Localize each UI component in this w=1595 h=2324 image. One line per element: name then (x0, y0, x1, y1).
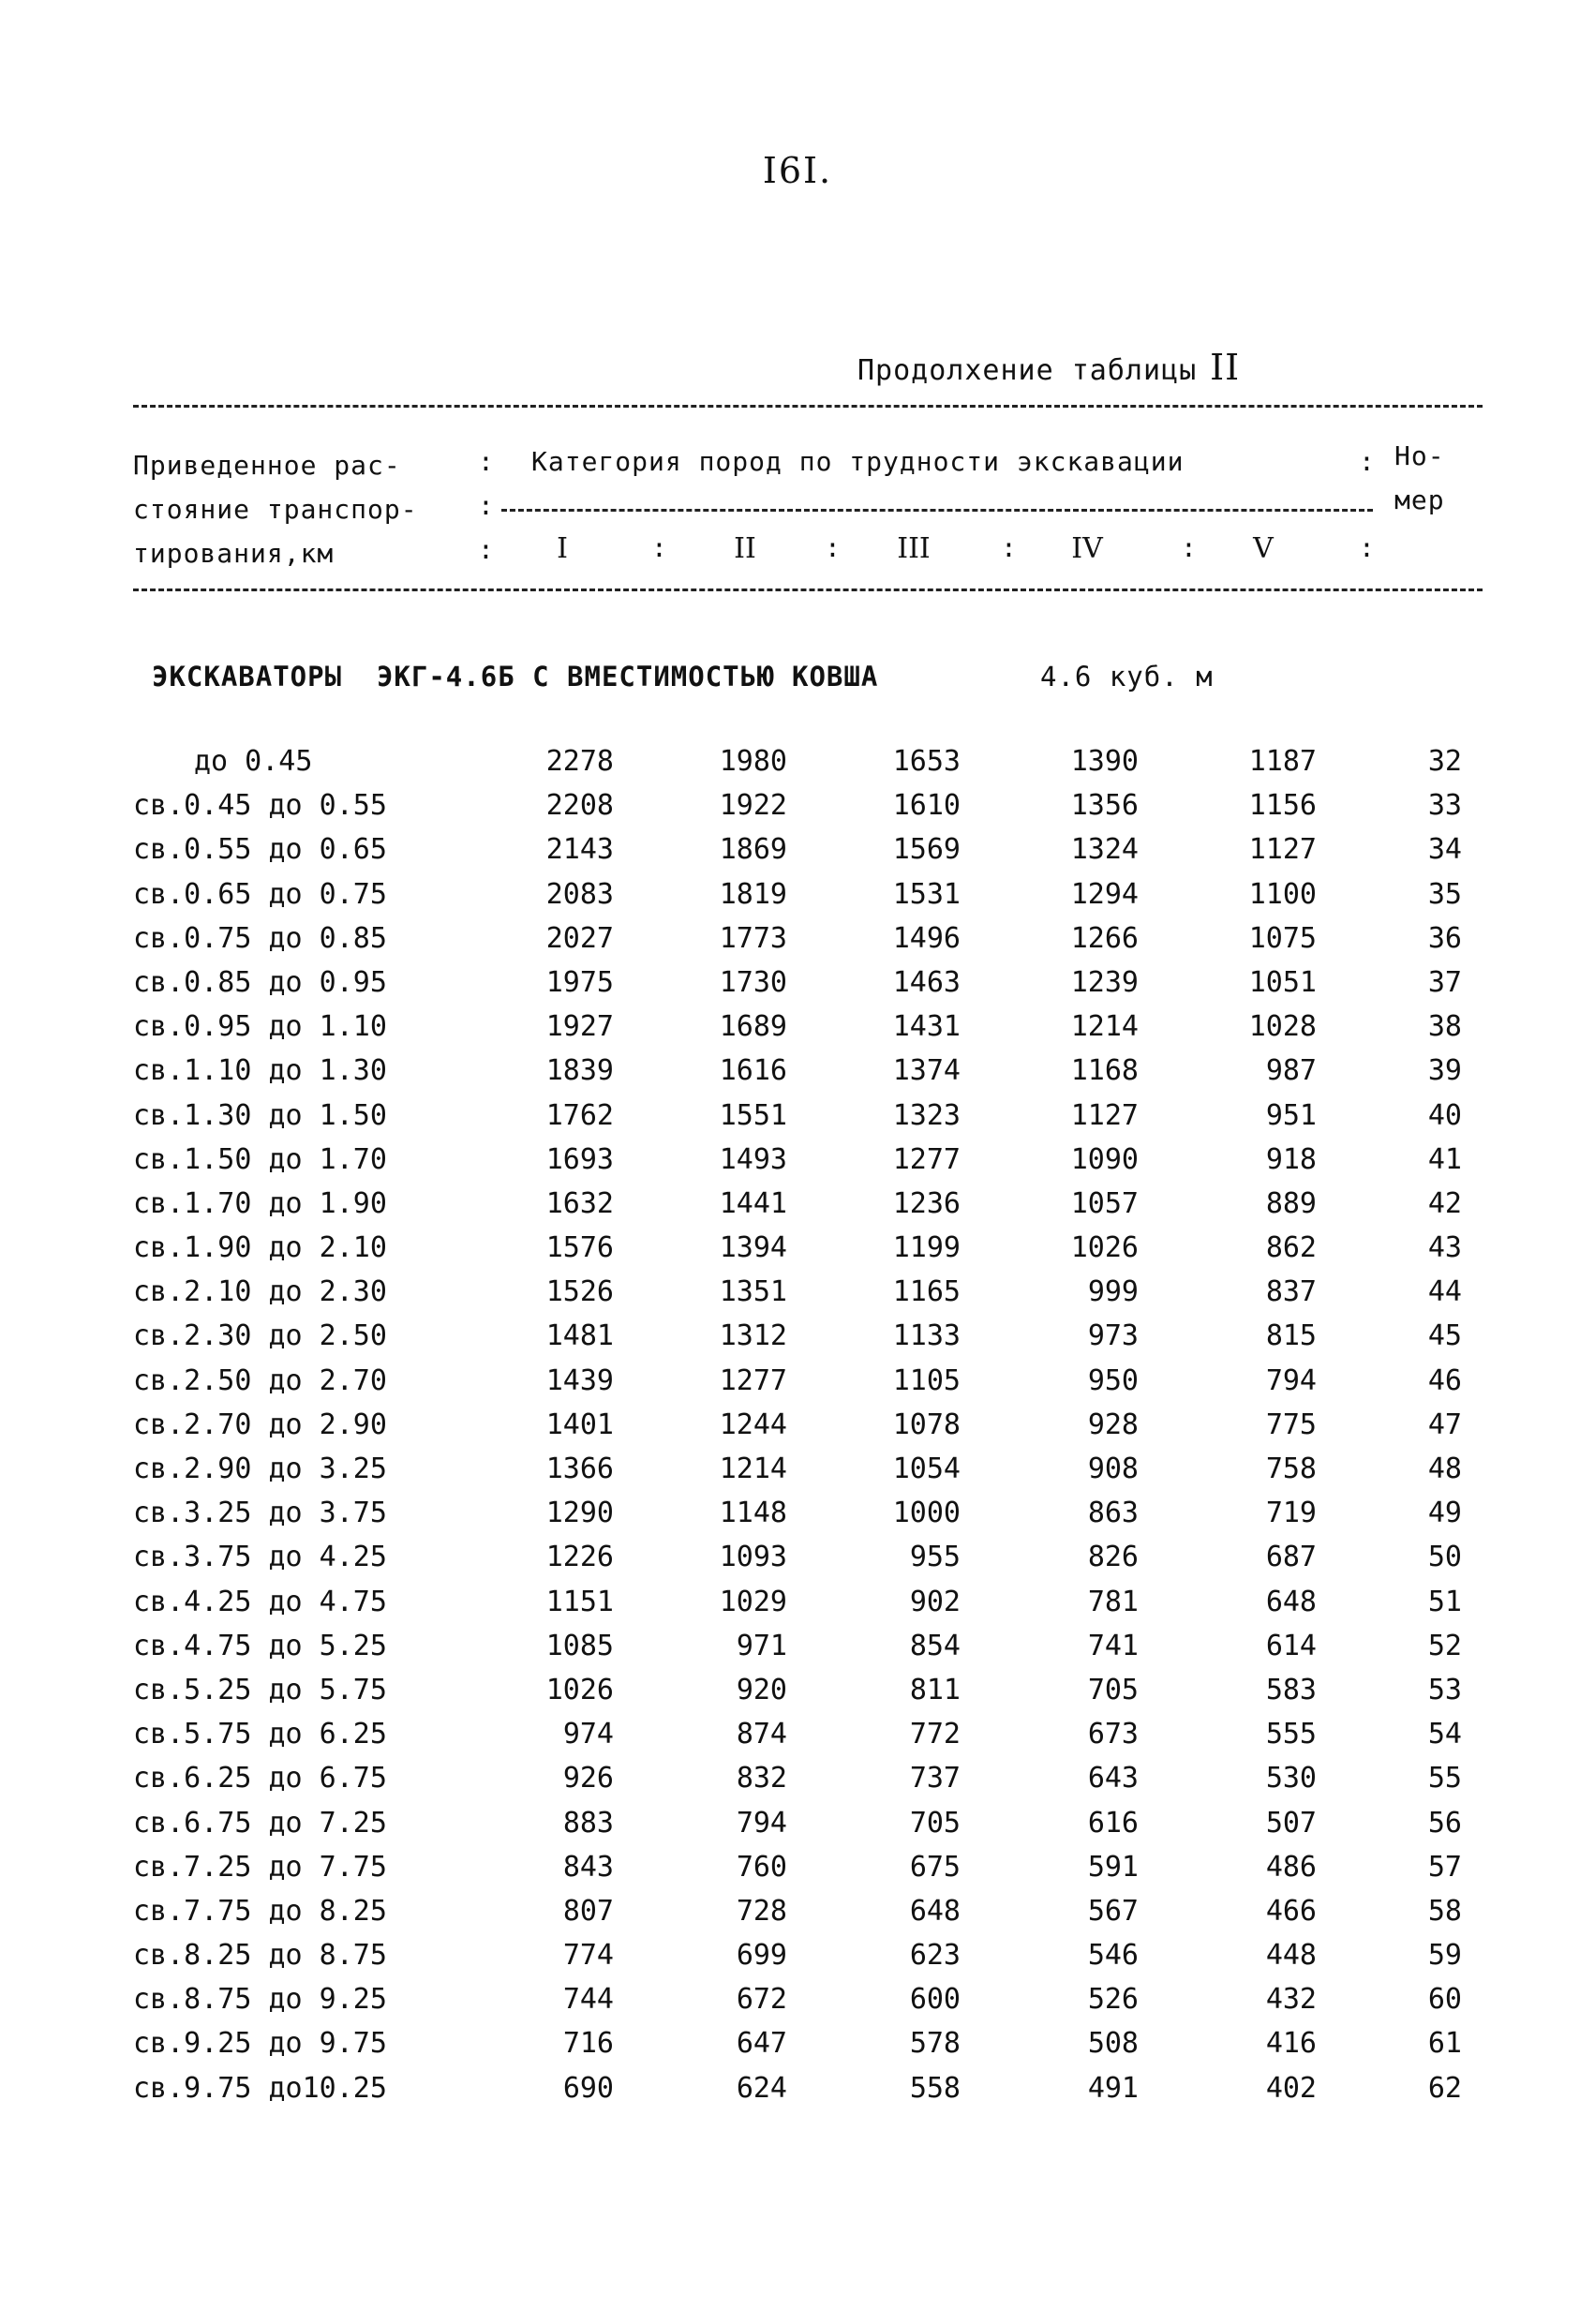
category-1-value-cell: 1290 (545, 1497, 614, 1530)
distance-range-cell: св.4.25 до 4.75 (133, 1585, 387, 1618)
category-5-value-cell: 1127 (1248, 833, 1317, 867)
row-number-cell: 33 (1427, 789, 1462, 823)
category-3-value-cell: 1199 (892, 1231, 961, 1265)
header-distance-line1: Приведенное рас- (133, 450, 401, 481)
header-separator: : (1359, 446, 1375, 477)
row-number-cell: 38 (1427, 1010, 1462, 1044)
distance-range-cell: св.2.10 до 2.30 (133, 1275, 387, 1309)
header-category-ii: II (734, 532, 756, 565)
category-1-value-cell: 1762 (545, 1098, 614, 1132)
category-3-value-cell: 578 (909, 2027, 961, 2061)
table-row (0, 1010, 1595, 1054)
distance-range-cell: св.2.90 до 3.25 (133, 1452, 387, 1485)
category-5-value-cell: 614 (1265, 1629, 1317, 1662)
category-5-value-cell: 1100 (1248, 877, 1317, 911)
category-2-value-cell: 1980 (719, 745, 787, 778)
category-4-value-cell: 616 (1087, 1806, 1139, 1840)
category-4-value-cell: 491 (1087, 2071, 1139, 2105)
distance-range-cell: св.5.75 до 6.25 (133, 1718, 387, 1751)
category-2-value-cell: 699 (736, 1939, 787, 1973)
distance-range-cell: св.1.30 до 1.50 (133, 1098, 387, 1132)
category-2-value-cell: 1441 (719, 1186, 787, 1220)
table-row (0, 1541, 1595, 1585)
table-row (0, 1231, 1595, 1275)
category-3-value-cell: 1054 (892, 1452, 961, 1485)
row-number-cell: 39 (1427, 1054, 1462, 1088)
category-1-value-cell: 690 (562, 2071, 614, 2105)
category-2-value-cell: 1616 (719, 1054, 787, 1088)
category-2-value-cell: 1312 (719, 1319, 787, 1353)
category-4-value-cell: 826 (1087, 1541, 1139, 1574)
category-2-value-cell: 1819 (719, 877, 787, 911)
category-1-value-cell: 2143 (545, 833, 614, 867)
category-3-value-cell: 772 (909, 1718, 961, 1751)
category-4-value-cell: 1324 (1070, 833, 1139, 867)
row-number-cell: 52 (1427, 1629, 1462, 1662)
category-1-value-cell: 1632 (545, 1186, 614, 1220)
category-2-value-cell: 1277 (719, 1363, 787, 1397)
category-3-value-cell: 1133 (892, 1319, 961, 1353)
table-row (0, 1452, 1595, 1497)
table-row (0, 1983, 1595, 2027)
category-2-value-cell: 832 (736, 1762, 787, 1795)
category-5-value-cell: 583 (1265, 1673, 1317, 1706)
category-3-value-cell: 1531 (892, 877, 961, 911)
category-2-value-cell: 672 (736, 1983, 787, 2017)
category-4-value-cell: 1168 (1070, 1054, 1139, 1088)
category-4-value-cell: 705 (1087, 1673, 1139, 1706)
category-1-value-cell: 1026 (545, 1673, 614, 1706)
category-4-value-cell: 1127 (1070, 1098, 1139, 1132)
category-5-value-cell: 402 (1265, 2071, 1317, 2105)
category-3-value-cell: 623 (909, 1939, 961, 1973)
header-distance-line3: тирования,км (133, 538, 335, 569)
header-category-iii: III (897, 532, 931, 565)
category-3-value-cell: 1078 (892, 1408, 961, 1441)
category-3-value-cell: 1569 (892, 833, 961, 867)
category-3-value-cell: 1000 (892, 1497, 961, 1530)
category-2-value-cell: 647 (736, 2027, 787, 2061)
category-5-value-cell: 448 (1265, 1939, 1317, 1973)
table-row (0, 1187, 1595, 1231)
distance-range-cell: св.3.75 до 4.25 (133, 1541, 387, 1574)
category-2-value-cell: 971 (736, 1629, 787, 1662)
table-row (0, 1807, 1595, 1851)
category-4-value-cell: 1266 (1070, 921, 1139, 955)
distance-range-cell: св.9.75 до10.25 (133, 2071, 387, 2105)
category-3-value-cell: 1105 (892, 1363, 961, 1397)
category-4-value-cell: 999 (1087, 1275, 1139, 1309)
category-3-value-cell: 811 (909, 1673, 961, 1706)
table-row (0, 1275, 1595, 1319)
category-2-value-cell: 1869 (719, 833, 787, 867)
category-5-value-cell: 507 (1265, 1806, 1317, 1840)
category-1-value-cell: 843 (562, 1850, 614, 1884)
continuation-label: Продолхение таблицы (857, 354, 1198, 387)
category-4-value-cell: 1026 (1070, 1231, 1139, 1265)
category-5-value-cell: 530 (1265, 1762, 1317, 1795)
category-4-value-cell: 863 (1087, 1497, 1139, 1530)
category-1-value-cell: 1975 (545, 965, 614, 999)
category-3-value-cell: 737 (909, 1762, 961, 1795)
category-5-value-cell: 648 (1265, 1585, 1317, 1618)
category-2-value-cell: 1029 (719, 1585, 787, 1618)
category-5-value-cell: 1028 (1248, 1010, 1317, 1044)
category-4-value-cell: 673 (1087, 1718, 1139, 1751)
category-3-value-cell: 1374 (892, 1054, 961, 1088)
distance-range-cell: св.2.30 до 2.50 (133, 1319, 387, 1353)
distance-range-cell: св.7.75 до 8.25 (133, 1894, 387, 1928)
category-4-value-cell: 741 (1087, 1629, 1139, 1662)
table-row (0, 1939, 1595, 1983)
category-2-value-cell: 794 (736, 1806, 787, 1840)
category-2-value-cell: 1394 (719, 1231, 787, 1265)
category-3-value-cell: 1165 (892, 1275, 961, 1309)
category-4-value-cell: 526 (1087, 1983, 1139, 2017)
category-4-value-cell: 950 (1087, 1363, 1139, 1397)
category-4-value-cell: 1294 (1070, 877, 1139, 911)
category-1-value-cell: 807 (562, 1894, 614, 1928)
table-row (0, 1364, 1595, 1408)
row-number-cell: 46 (1427, 1363, 1462, 1397)
table-body (0, 745, 1595, 2116)
category-3-value-cell: 1496 (892, 921, 961, 955)
table-row (0, 833, 1595, 877)
category-3-value-cell: 1431 (892, 1010, 961, 1044)
table-row (0, 745, 1595, 789)
category-3-value-cell: 1277 (892, 1142, 961, 1176)
table-row (0, 1408, 1595, 1452)
row-number-cell: 51 (1427, 1585, 1462, 1618)
category-4-value-cell: 1390 (1070, 745, 1139, 778)
row-number-cell: 49 (1427, 1497, 1462, 1530)
distance-range-cell: св.0.55 до 0.65 (133, 833, 387, 867)
table-row (0, 1718, 1595, 1762)
table-row (0, 966, 1595, 1010)
header-category-rule (501, 509, 1373, 512)
category-1-value-cell: 883 (562, 1806, 614, 1840)
category-5-value-cell: 987 (1265, 1054, 1317, 1088)
category-1-value-cell: 2027 (545, 921, 614, 955)
category-1-value-cell: 1927 (545, 1010, 614, 1044)
category-4-value-cell: 591 (1087, 1850, 1139, 1884)
category-1-value-cell: 1526 (545, 1275, 614, 1309)
category-1-value-cell: 974 (562, 1718, 614, 1751)
row-number-cell: 37 (1427, 965, 1462, 999)
row-number-cell: 60 (1427, 1983, 1462, 2017)
table-row (0, 789, 1595, 833)
row-number-cell: 62 (1427, 2071, 1462, 2105)
category-4-value-cell: 781 (1087, 1585, 1139, 1618)
header-category-v: V (1253, 532, 1274, 565)
table-row (0, 1895, 1595, 1939)
category-4-value-cell: 508 (1087, 2027, 1139, 2061)
row-number-cell: 43 (1427, 1231, 1462, 1265)
category-3-value-cell: 902 (909, 1585, 961, 1618)
category-2-value-cell: 1214 (719, 1452, 787, 1485)
row-number-cell: 50 (1427, 1541, 1462, 1574)
row-number-cell: 35 (1427, 877, 1462, 911)
distance-range-cell: св.0.95 до 1.10 (133, 1010, 387, 1044)
category-1-value-cell: 716 (562, 2027, 614, 2061)
row-number-cell: 36 (1427, 921, 1462, 955)
distance-range-cell: св.1.90 до 2.10 (133, 1231, 387, 1265)
row-number-cell: 32 (1427, 745, 1462, 778)
category-1-value-cell: 1693 (545, 1142, 614, 1176)
category-5-value-cell: 862 (1265, 1231, 1317, 1265)
category-1-value-cell: 1226 (545, 1541, 614, 1574)
category-3-value-cell: 705 (909, 1806, 961, 1840)
category-2-value-cell: 1551 (719, 1098, 787, 1132)
category-4-value-cell: 928 (1087, 1408, 1139, 1441)
distance-range-cell: св.9.25 до 9.75 (133, 2027, 387, 2061)
header-separator: : (1359, 532, 1375, 563)
category-5-value-cell: 1187 (1248, 745, 1317, 778)
category-5-value-cell: 775 (1265, 1408, 1317, 1441)
category-5-value-cell: 794 (1265, 1363, 1317, 1397)
category-3-value-cell: 1236 (892, 1186, 961, 1220)
category-2-value-cell: 874 (736, 1718, 787, 1751)
category-4-value-cell: 1057 (1070, 1186, 1139, 1220)
row-number-cell: 48 (1427, 1452, 1462, 1485)
category-1-value-cell: 1576 (545, 1231, 614, 1265)
header-category-title: Категория пород по трудности экскавации (531, 446, 1185, 477)
category-3-value-cell: 1653 (892, 745, 961, 778)
distance-range-cell: св.0.45 до 0.55 (133, 789, 387, 823)
category-5-value-cell: 432 (1265, 1983, 1317, 2017)
category-5-value-cell: 1051 (1248, 965, 1317, 999)
category-5-value-cell: 1156 (1248, 789, 1317, 823)
category-2-value-cell: 1689 (719, 1010, 787, 1044)
header-separator: : (478, 490, 494, 521)
row-number-cell: 40 (1427, 1098, 1462, 1132)
distance-range-cell: св.5.25 до 5.75 (133, 1673, 387, 1706)
category-2-value-cell: 1773 (719, 921, 787, 955)
distance-range-cell: св.6.25 до 6.75 (133, 1762, 387, 1795)
header-separator: : (478, 534, 494, 565)
category-3-value-cell: 675 (909, 1850, 961, 1884)
category-1-value-cell: 2083 (545, 877, 614, 911)
header-category-iv: IV (1071, 532, 1103, 565)
header-separator: : (478, 446, 494, 477)
category-1-value-cell: 1401 (545, 1408, 614, 1441)
category-1-value-cell: 2278 (545, 745, 614, 778)
table-row (0, 1762, 1595, 1806)
row-number-cell: 53 (1427, 1673, 1462, 1706)
table-continuation-caption (857, 347, 1240, 388)
category-3-value-cell: 955 (909, 1541, 961, 1574)
category-1-value-cell: 1151 (545, 1585, 614, 1618)
distance-range-cell: св.1.70 до 1.90 (133, 1186, 387, 1220)
category-2-value-cell: 1351 (719, 1275, 787, 1309)
category-1-value-cell: 1439 (545, 1363, 614, 1397)
row-number-cell: 42 (1427, 1186, 1462, 1220)
category-1-value-cell: 926 (562, 1762, 614, 1795)
header-top-rule (133, 405, 1483, 408)
table-row (0, 922, 1595, 966)
table-row (0, 1674, 1595, 1718)
category-5-value-cell: 555 (1265, 1718, 1317, 1751)
category-5-value-cell: 889 (1265, 1186, 1317, 1220)
category-5-value-cell: 466 (1265, 1894, 1317, 1928)
table-row (0, 1497, 1595, 1541)
table-row (0, 1143, 1595, 1187)
category-2-value-cell: 728 (736, 1894, 787, 1928)
category-1-value-cell: 1085 (545, 1629, 614, 1662)
header-category-i: I (557, 532, 568, 565)
header-number-line1: Но- (1394, 440, 1445, 471)
distance-range-cell: св.1.50 до 1.70 (133, 1142, 387, 1176)
row-number-cell: 55 (1427, 1762, 1462, 1795)
category-3-value-cell: 558 (909, 2071, 961, 2105)
category-4-value-cell: 973 (1087, 1319, 1139, 1353)
table-row (0, 1099, 1595, 1143)
header-separator: : (1181, 532, 1197, 563)
row-number-cell: 44 (1427, 1275, 1462, 1309)
category-5-value-cell: 416 (1265, 2027, 1317, 2061)
category-5-value-cell: 815 (1265, 1319, 1317, 1353)
category-2-value-cell: 624 (736, 2071, 787, 2105)
category-4-value-cell: 546 (1087, 1939, 1139, 1973)
row-number-cell: 45 (1427, 1319, 1462, 1353)
distance-range-cell: св.2.70 до 2.90 (133, 1408, 387, 1441)
row-number-cell: 34 (1427, 833, 1462, 867)
category-2-value-cell: 760 (736, 1850, 787, 1884)
continuation-table-number: II (1210, 347, 1241, 388)
row-number-cell: 47 (1427, 1408, 1462, 1441)
category-2-value-cell: 920 (736, 1673, 787, 1706)
category-3-value-cell: 600 (909, 1983, 961, 2017)
category-1-value-cell: 1839 (545, 1054, 614, 1088)
category-2-value-cell: 1493 (719, 1142, 787, 1176)
category-2-value-cell: 1148 (719, 1497, 787, 1530)
category-1-value-cell: 744 (562, 1983, 614, 2017)
distance-range-cell: св.0.65 до 0.75 (133, 877, 387, 911)
category-4-value-cell: 1090 (1070, 1142, 1139, 1176)
table-row (0, 1054, 1595, 1098)
header-separator: : (1001, 532, 1017, 563)
row-number-cell: 59 (1427, 1939, 1462, 1973)
distance-range-cell: св.0.75 до 0.85 (133, 921, 387, 955)
category-5-value-cell: 1075 (1248, 921, 1317, 955)
row-number-cell: 58 (1427, 1894, 1462, 1928)
category-4-value-cell: 643 (1087, 1762, 1139, 1795)
category-4-value-cell: 1239 (1070, 965, 1139, 999)
category-4-value-cell: 1214 (1070, 1010, 1139, 1044)
table-row (0, 2072, 1595, 2116)
section-bucket-volume: 4.6 куб. м (1040, 661, 1214, 693)
category-5-value-cell: 837 (1265, 1275, 1317, 1309)
category-1-value-cell: 2208 (545, 789, 614, 823)
row-number-cell: 61 (1427, 2027, 1462, 2061)
row-number-cell: 57 (1427, 1850, 1462, 1884)
category-3-value-cell: 854 (909, 1629, 961, 1662)
category-4-value-cell: 908 (1087, 1452, 1139, 1485)
table-row (0, 1630, 1595, 1674)
distance-range-cell: св.2.50 до 2.70 (133, 1363, 387, 1397)
category-1-value-cell: 1481 (545, 1319, 614, 1353)
distance-range-cell: св.1.10 до 1.30 (133, 1054, 387, 1088)
distance-range-cell: св.4.75 до 5.25 (133, 1629, 387, 1662)
header-separator: : (651, 532, 667, 563)
table-row (0, 1319, 1595, 1363)
category-2-value-cell: 1093 (719, 1541, 787, 1574)
category-5-value-cell: 918 (1265, 1142, 1317, 1176)
category-1-value-cell: 1366 (545, 1452, 614, 1485)
category-3-value-cell: 1610 (892, 789, 961, 823)
page-number: I6I. (762, 150, 833, 191)
distance-range-cell: св.3.25 до 3.75 (133, 1497, 387, 1530)
category-5-value-cell: 758 (1265, 1452, 1317, 1485)
row-number-cell: 54 (1427, 1718, 1462, 1751)
header-separator: : (825, 532, 841, 563)
header-bottom-rule (133, 588, 1483, 591)
category-2-value-cell: 1922 (719, 789, 787, 823)
category-5-value-cell: 687 (1265, 1541, 1317, 1574)
category-2-value-cell: 1730 (719, 965, 787, 999)
row-number-cell: 56 (1427, 1806, 1462, 1840)
category-4-value-cell: 567 (1087, 1894, 1139, 1928)
table-row (0, 1586, 1595, 1630)
table-row (0, 878, 1595, 922)
category-3-value-cell: 1463 (892, 965, 961, 999)
header-distance-line2: стояние транспор- (133, 494, 418, 525)
distance-range-cell: св.8.75 до 9.25 (133, 1983, 387, 2017)
section-title: ЭКСКАВАТОРЫ ЭКГ-4.6Б С ВМЕСТИМОСТЬЮ КОВША (152, 661, 879, 693)
distance-range-cell: св.6.75 до 7.25 (133, 1806, 387, 1840)
row-number-cell: 41 (1427, 1142, 1462, 1176)
distance-range-cell: св.8.25 до 8.75 (133, 1939, 387, 1973)
category-1-value-cell: 774 (562, 1939, 614, 1973)
distance-range-cell: до 0.45 (194, 745, 313, 778)
table-row (0, 1851, 1595, 1895)
category-5-value-cell: 486 (1265, 1850, 1317, 1884)
distance-range-cell: св.0.85 до 0.95 (133, 965, 387, 999)
category-2-value-cell: 1244 (719, 1408, 787, 1441)
distance-range-cell: св.7.25 до 7.75 (133, 1850, 387, 1884)
category-3-value-cell: 1323 (892, 1098, 961, 1132)
category-5-value-cell: 719 (1265, 1497, 1317, 1530)
category-3-value-cell: 648 (909, 1894, 961, 1928)
table-row (0, 2027, 1595, 2071)
category-5-value-cell: 951 (1265, 1098, 1317, 1132)
header-number-line2: мер (1394, 484, 1445, 515)
category-4-value-cell: 1356 (1070, 789, 1139, 823)
